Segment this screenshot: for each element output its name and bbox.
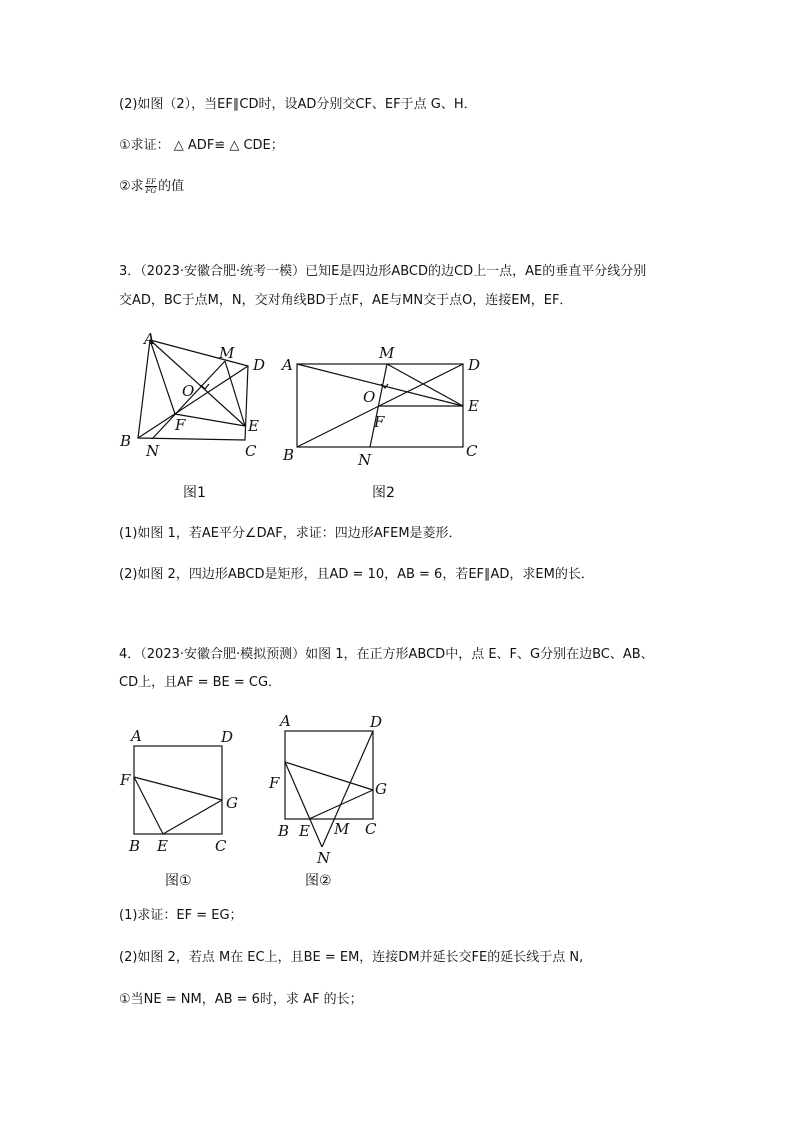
- q4-figure-2: [266, 710, 396, 870]
- q2-sub2: [119, 178, 184, 196]
- label-a: A: [131, 727, 142, 745]
- label-b: B: [283, 446, 295, 464]
- segment-fe: [134, 777, 163, 834]
- q3-stem-line1: 3．（2023·安徽合肥·统考一模）已知E是四边形ABCD的边CD上一点，AE的垂直平分线分别: [119, 264, 647, 279]
- segment-mn: [152, 361, 225, 439]
- q3-figure-2: [280, 340, 485, 470]
- label-f: F: [175, 416, 186, 434]
- label-o: O: [363, 388, 376, 406]
- label-f: F: [120, 771, 131, 789]
- label-a: A: [280, 712, 291, 730]
- q4-figure-2-caption: 图②: [305, 873, 332, 889]
- segment-eg: [309, 790, 373, 819]
- label-b: B: [278, 822, 290, 840]
- q2-sub2-fraction: [145, 178, 157, 195]
- label-b: B: [129, 837, 141, 855]
- label-f: F: [269, 774, 280, 792]
- q4-figure-1-caption: 图①: [165, 873, 192, 889]
- label-n: N: [317, 849, 331, 867]
- q4-stem-line1: 4．（2023·安徽合肥·模拟预测）如图 1，在正方形ABCD中，点 E、F、G分别在边BC、AB、: [119, 647, 654, 662]
- q2-sub2-suffix: 的值: [158, 179, 185, 194]
- fraction-numerator: EF: [145, 178, 156, 186]
- q3-stem-line2: 交AD，BC于点M，N，交对角线BD于点F，AE与MN交于点O，连接EM，EF．: [119, 293, 573, 308]
- label-g: G: [226, 794, 238, 812]
- fraction-denominator: FG: [145, 187, 157, 195]
- diagonal-bd: [138, 366, 248, 438]
- label-d: D: [370, 713, 383, 731]
- square-abcd: [134, 746, 222, 834]
- label-m: M: [219, 344, 235, 362]
- q4-part1-text: (1)求证：EF = EG；: [119, 908, 243, 923]
- label-e: E: [468, 397, 479, 415]
- q3-figure-1: [110, 328, 280, 463]
- label-c: C: [245, 442, 257, 460]
- segment-eg: [163, 800, 222, 834]
- label-f: F: [374, 413, 385, 431]
- q4-sub1-text: ①当NE = NM，AB = 6时，求 AF 的长；: [119, 992, 363, 1007]
- label-c: C: [215, 837, 227, 855]
- segment-fg: [285, 762, 373, 790]
- label-e: E: [157, 837, 168, 855]
- q2-sub1-text: ①求证： △ ADF≌ △ CDE；: [119, 138, 284, 153]
- label-a: A: [282, 356, 293, 374]
- square-abcd: [285, 731, 373, 819]
- q4-part2-text: (2)如图 2，若点 M在 EC上，且BE = EM，连接DM并延长交FE的延长线于点 N,: [119, 950, 584, 965]
- label-n: N: [146, 442, 160, 460]
- label-d: D: [468, 356, 481, 374]
- q3-figure-2-caption: 图2: [372, 485, 395, 501]
- label-g: G: [375, 780, 387, 798]
- label-c: C: [365, 820, 377, 838]
- label-d: D: [253, 356, 266, 374]
- label-d: D: [221, 728, 234, 746]
- label-a: A: [144, 330, 155, 348]
- q3-figure-1-caption: 图1: [183, 485, 206, 501]
- q3-part2-text: (2)如图 2，四边形ABCD是矩形，且AD = 10，AB = 6，若EF∥AD，求EM的长．: [119, 567, 594, 582]
- q2-sub2-prefix: ②求: [119, 179, 144, 194]
- q2-part2-text: (2)如图（2），当EF∥CD时，设AD分别交CF、EF于点 G、H．: [119, 97, 477, 112]
- label-o: O: [182, 382, 195, 400]
- q4-figure-1: [115, 725, 245, 860]
- q3-part1-text: (1)如图 1，若AE平分∠DAF，求证：四边形AFEM是菱形．: [119, 526, 462, 541]
- segment-fg: [134, 777, 222, 800]
- q4-stem-line2: CD上，且AF = BE = CG．: [119, 675, 282, 690]
- label-n: N: [358, 451, 372, 469]
- label-e: E: [248, 417, 259, 435]
- label-b: B: [120, 432, 132, 450]
- label-c: C: [466, 442, 478, 460]
- label-m: M: [379, 344, 395, 362]
- label-m: M: [334, 820, 350, 838]
- label-e: E: [299, 822, 310, 840]
